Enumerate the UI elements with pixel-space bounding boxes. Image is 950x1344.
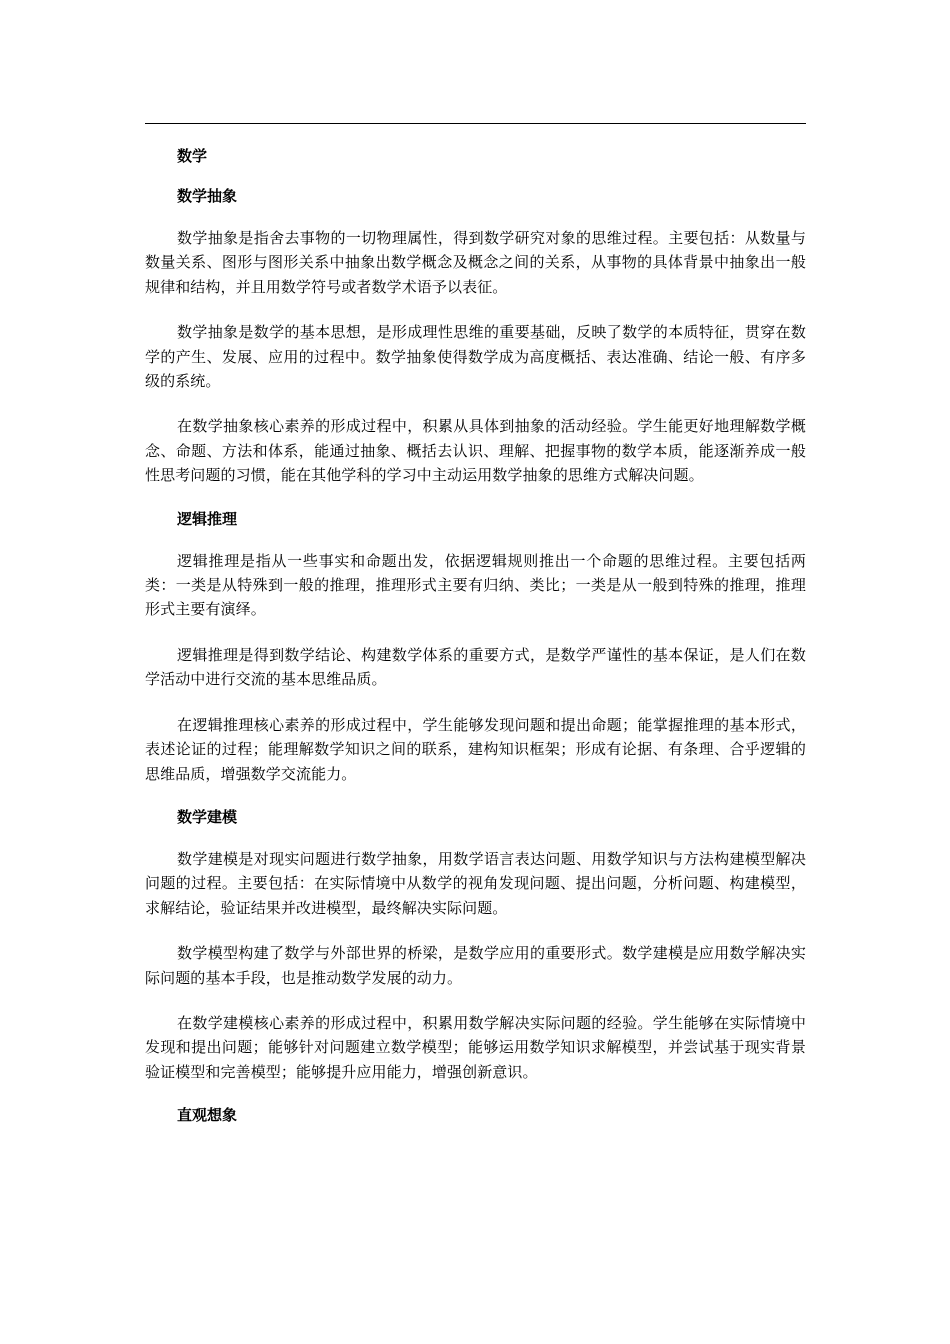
paragraph: 数学模型构建了数学与外部世界的桥梁，是数学应用的重要形式。数学建模是应用数学解决实际问题的基本手段，也是推动数学发展的动力。: [145, 944, 806, 987]
paragraph: 在数学抽象核心素养的形成过程中，积累从具体到抽象的活动经验。学生能更好地理解数学概念、命题、方法和体系，能通过抽象、概括去认识、理解、把握事物的数学本质，能逐渐养成一般性思考问题的习惯，能在其他学科的学习中主动运用数学抽象的思维方式解决问题。: [145, 417, 806, 485]
paragraph: 在数学建模核心素养的形成过程中，积累用数学解决实际问题的经验。学生能够在实际情境中发现和提出问题；能够针对问题建立数学模型；能够运用数学知识求解模型，并尝试基于现实背景验证模型和完善模型；能够提升应用能力，增强创新意识。: [145, 1013, 806, 1081]
paragraph: 逻辑推理是得到数学结论、构建数学体系的重要方式，是数学严谨性的基本保证，是人们在数学活动中进行交流的基本思维品质。: [145, 645, 806, 689]
section-heading: 数学抽象: [177, 187, 238, 205]
document-body: [145, 146, 806, 1145]
section-heading: 数学建模: [177, 807, 238, 826]
section-heading: 逻辑推理: [177, 509, 238, 528]
section-heading: 直观想象: [177, 1106, 238, 1125]
paragraph: 数学建模是对现实问题进行数学抽象，用数学语言表达问题、用数学知识与方法构建模型解决问题的过程。主要包括：在实际情境中从数学的视角发现问题、提出问题，分析问题、构建模型，求解结论，验证结果并改进模型，最终解决实际问题。: [145, 849, 806, 917]
paragraph: 逻辑推理是指从一些事实和命题出发，依据逻辑规则推出一个命题的思维过程。主要包括两类：一类是从特殊到一般的推理，推理形式主要有归纳、类比；一类是从一般到特殊的推理，推理形式主要有演绎。: [145, 551, 806, 619]
paragraph: 数学抽象是指舍去事物的一切物理属性，得到数学研究对象的思维过程。主要包括：从数量与数量关系、图形与图形关系中抽象出数学概念及概念之间的关系，从事物的具体背景中抽象出一般规律和结构，并且用数学符号或者数学术语予以表征。: [145, 229, 806, 296]
header-rule: [145, 123, 806, 124]
paragraph: 数学抽象是数学的基本思想，是形成理性思维的重要基础，反映了数学的本质特征，贯穿在数学的产生、发展、应用的过程中。数学抽象使得数学成为高度概括、表达准确、结论一般、有序多级的系统。: [145, 323, 806, 391]
paragraph: 在逻辑推理核心素养的形成过程中，学生能够发现问题和提出命题；能掌握推理的基本形式，表述论证的过程；能理解数学知识之间的联系，建构知识框架；形成有论据、有条理、合乎逻辑的思维品质，增强数学交流能力。: [145, 715, 806, 783]
subject-title: 数学: [177, 147, 208, 165]
